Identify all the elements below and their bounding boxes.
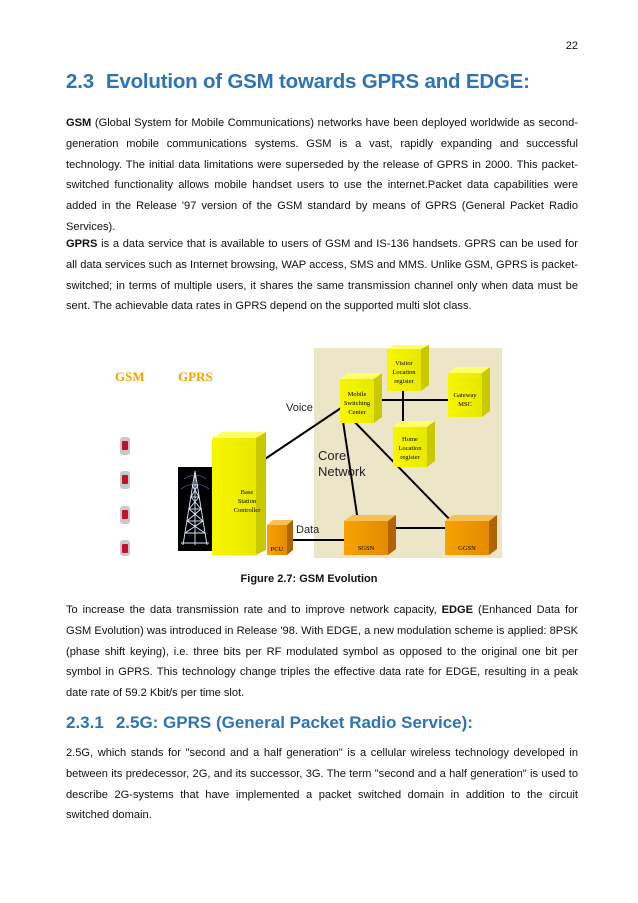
ggsn-label: GGSN <box>458 545 476 552</box>
paragraph-2-5g-text: 2.5G, which stands for "second and a half generation" is a cellular wireless technology developed in between its predecessor, 2G, and its successor, 3G. The term "second and a half generation" is used to describe 2G-systems that have implemented a packet switched domain in addition to the circuit switched domain. <box>66 747 578 822</box>
paragraph-edge <box>66 600 578 704</box>
section-title: Evolution of GSM towards GPRS and EDGE: <box>105 70 530 93</box>
paragraph-gsm <box>66 113 578 238</box>
subsection-number: 2.3.1 <box>66 713 104 732</box>
mobile-phone-icon <box>120 540 130 556</box>
section-number: 2.3 <box>66 70 94 93</box>
vlr-label-2: Location <box>392 369 416 376</box>
paragraph-gsm-text: (Global System for Mobile Communications) networks have been deployed worldwide as second-generation mobile communications systems. GSM is a vast, rapidly expanding and successful technology. The initial data limitations were superseded by the release of GPRS in 2000. This packet-switched functionality allows mobile handset users to use the internet.Packet data capabilities were added in the Release '97 version of the GSM standard by means of GPRS (General Packet Radio Services). <box>66 117 578 233</box>
paragraph-2-5g <box>66 743 578 826</box>
vlr-label-3: register <box>394 378 414 385</box>
ggsn-node <box>445 515 497 555</box>
core-network-label-1: Core <box>318 448 347 463</box>
hlr-node <box>393 421 435 467</box>
msc-label-3: Center <box>348 409 366 416</box>
vlr-label-1: Visitor <box>395 360 413 367</box>
pcu-label: PCU <box>270 546 284 553</box>
paragraph-edge-lead: To increase the data transmission rate and to improve network capacity, <box>66 604 442 616</box>
network-diagram <box>108 345 502 558</box>
gsm-evolution-figure <box>108 345 502 558</box>
section-heading <box>66 70 530 94</box>
bts-tower-icon <box>178 467 212 551</box>
msc-label-1: Mobile <box>347 391 367 398</box>
subsection-title: 2.5G: GPRS (General Packet Radio Service): <box>115 713 473 732</box>
sgsn-label: SGSN <box>357 545 375 552</box>
msc-node <box>340 373 382 423</box>
hlr-label-2: Location <box>398 445 422 452</box>
page-number: 22 <box>565 40 578 52</box>
voice-label: Voice <box>286 402 313 414</box>
hlr-label-3: register <box>400 454 420 461</box>
pcu-node <box>267 520 293 555</box>
gateway-msc-node <box>448 367 490 417</box>
term-gsm: GSM <box>66 117 92 129</box>
term-gprs: GPRS <box>66 238 98 250</box>
bsc-node <box>212 432 266 555</box>
paragraph-edge-text: (Enhanced Data for GSM Evolution) was introduced in Release '98. With EDGE, a new modulation scheme is applied: 8PSK (phase shift keying), i.e. three bits per RF modulated symbol as opposed to the original one bit per symbol in GPRS. This technology change triples the effective data rate for EDGE, resulting in a peak date rate of 59.2 Kbit/s per time slot. <box>66 604 578 700</box>
gmsc-label-1: Gateway <box>453 392 477 399</box>
vlr-node <box>387 345 429 391</box>
figure-caption <box>0 573 638 585</box>
paragraph-gprs-text: is a data service that is available to users of GSM and IS-136 handsets. GPRS can be used for all data services such as Internet browsing, WAP access, SMS and MMS. Unlike GSM, GPRS is packet-switched; in terms of multiple users, it shares the same transmission channel only when data must be sent. The achievable data rates in GPRS depend on the supported multi slot class. <box>66 238 578 313</box>
bsc-label-3: Controller <box>233 507 261 514</box>
figure-caption-text: Figure 2.7: GSM Evolution <box>240 573 378 585</box>
data-label: Data <box>296 524 320 536</box>
mobile-handsets <box>120 437 130 556</box>
term-edge: EDGE <box>441 604 474 616</box>
core-network-label-2: Network <box>318 464 366 479</box>
gsm-legend-label: GSM <box>115 369 145 384</box>
bsc-label-1: Base <box>240 489 254 496</box>
subsection-heading <box>66 713 473 733</box>
bsc-label-2: Station <box>237 498 257 505</box>
msc-label-2: Switching <box>343 400 371 407</box>
mobile-phone-icon <box>120 471 130 489</box>
mobile-phone-icon <box>120 506 130 524</box>
mobile-phone-icon <box>120 437 130 455</box>
gprs-legend-label: GPRS <box>178 369 213 384</box>
hlr-label-1: Home <box>402 436 418 443</box>
paragraph-gprs <box>66 234 578 317</box>
sgsn-node <box>344 515 396 555</box>
gmsc-label-2: MSC <box>458 401 472 408</box>
